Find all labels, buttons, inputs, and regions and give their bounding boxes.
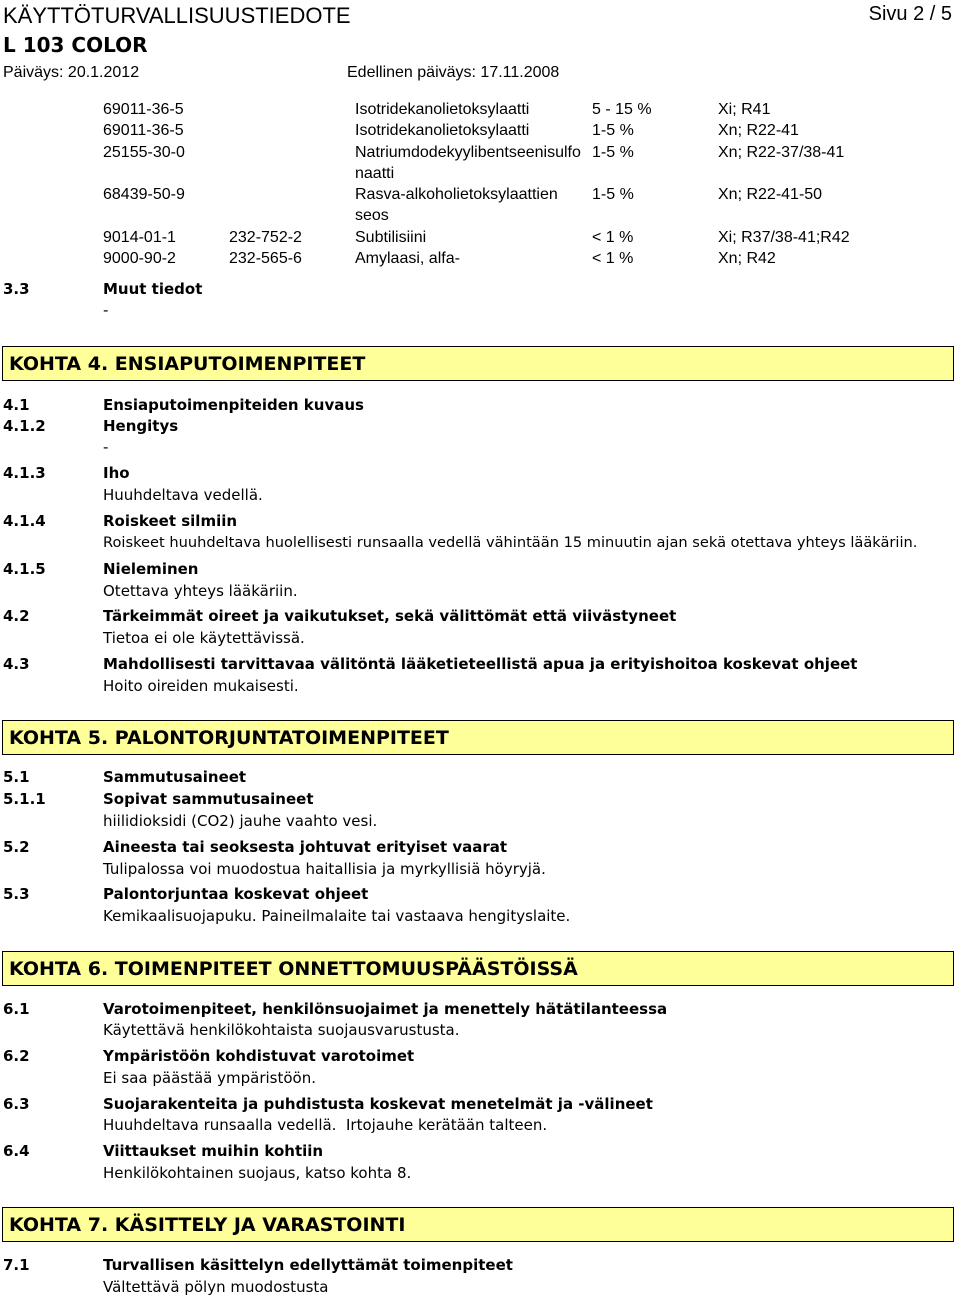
classification: Xn; R22-41-50 [718,186,823,203]
subsection-text: Otettava yhteys lääkäriin. [103,582,298,600]
subsection-number: 3.3 [3,280,30,298]
cas-number: 69011-36-5 [103,101,184,118]
cas-number: 9014-01-1 [103,229,176,246]
concentration: 1-5 % [592,144,634,161]
subsection-text: Ei saa päästää ympäristöön. [103,1069,316,1087]
ec-number: 232-565-6 [229,250,302,267]
subsection-text: Kemikaalisuojapuku. Paineilmalaite tai vastaava hengityslaite. [103,907,571,925]
section-heading-5 [2,720,954,755]
subsection-number: 4.3 [3,655,30,673]
subsection-text: - [103,301,109,319]
subsection-title: Roiskeet silmiin [103,512,238,530]
concentration: 1-5 % [592,186,634,203]
subsection-number: 6.1 [3,1000,30,1018]
component-name: Isotridekanolietoksylaatti [355,122,530,139]
cas-number: 9000-90-2 [103,250,176,267]
ec-number: 232-752-2 [229,229,302,246]
subsection-number: 4.1.3 [3,464,46,482]
subsection-title: Palontorjuntaa koskevat ohjeet [103,885,369,903]
component-name-continued: naatti [355,165,395,182]
subsection-title: Sammutusaineet [103,768,247,786]
subsection-text: Tulipalossa voi muodostua haitallisia ja myrkyllisiä höyryjä. [103,860,546,878]
component-name-continued: seos [355,207,389,224]
subsection-title: Hengitys [103,417,179,435]
classification: Xi; R37/38-41;R42 [718,229,850,246]
subsection-text: Huuhdeltava vedellä. [103,486,263,504]
subsection-text: Huuhdeltava runsaalla vedellä. Irtojauhe kerätään talteen. [103,1116,548,1134]
component-name: Amylaasi, alfa- [355,250,460,267]
concentration: 1-5 % [592,122,634,139]
subsection-number: 4.1.5 [3,560,46,578]
subsection-text: Tietoa ei ole käytettävissä. [103,629,305,647]
page-number: Sivu 2 / 5 [868,3,952,25]
classification: Xn; R42 [718,250,776,267]
previous-date: Edellinen päiväys: 17.11.2008 [347,64,560,81]
subsection-number: 4.1 [3,396,30,414]
section-heading-7 [2,1207,954,1242]
subsection-number: 5.2 [3,838,30,856]
subsection-number: 5.1 [3,768,30,786]
subsection-title: Turvallisen käsittelyn edellyttämät toimenpiteet [103,1256,513,1274]
issue-date: Päiväys: 20.1.2012 [3,64,140,81]
product-name: L 103 COLOR [3,33,148,57]
subsection-text: Henkilökohtainen suojaus, katso kohta 8. [103,1164,412,1182]
subsection-title: Varotoimenpiteet, henkilönsuojaimet ja menettely hätätilanteessa [103,1000,668,1018]
subsection-title: Ympäristöön kohdistuvat varotoimet [103,1047,415,1065]
classification: Xn; R22-37/38-41 [718,144,845,161]
cas-number: 69011-36-5 [103,122,184,139]
subsection-title: Tärkeimmät oireet ja vaikutukset, sekä välittömät että viivästyneet [103,607,677,625]
section-heading-4 [2,346,954,381]
subsection-title: Sopivat sammutusaineet [103,790,314,808]
section-heading-6 [2,951,954,986]
subsection-title: Viittaukset muihin kohtiin [103,1142,324,1160]
classification: Xi; R41 [718,101,771,118]
component-name: Isotridekanolietoksylaatti [355,101,530,118]
subsection-text: - [103,438,109,456]
document-title: KÄYTTÖTURVALLISUUSTIEDOTE [3,3,351,28]
subsection-text: Hoito oireiden mukaisesti. [103,677,299,695]
section-title: KOHTA 6. TOIMENPITEET ONNETTOMUUSPÄÄSTÖISSÄ [9,958,578,980]
subsection-title: Nieleminen [103,560,199,578]
subsection-number: 5.3 [3,885,30,903]
subsection-text: Vältettävä pölyn muodostusta [103,1278,329,1296]
subsection-number: 7.1 [3,1256,30,1274]
subsection-number: 5.1.1 [3,790,46,808]
subsection-title: Suojarakenteita ja puhdistusta koskevat menetelmät ja -välineet [103,1095,653,1113]
cas-number: 25155-30-0 [103,144,185,161]
subsection-text: Käytettävä henkilökohtaista suojausvarustusta. [103,1021,460,1039]
subsection-title: Aineesta tai seoksesta johtuvat erityiset vaarat [103,838,508,856]
subsection-title: Iho [103,464,130,482]
subsection-number: 6.3 [3,1095,30,1113]
subsection-number: 4.1.2 [3,417,46,435]
cas-number: 68439-50-9 [103,186,185,203]
subsection-number: 6.4 [3,1142,30,1160]
component-name: Subtilisiini [355,229,427,246]
subsection-text: hiilidioksidi (CO2) jauhe vaahto vesi. [103,812,378,830]
component-name: Rasva-alkoholietoksylaattien [355,186,558,203]
classification: Xn; R22-41 [718,122,799,139]
subsection-title: Ensiaputoimenpiteiden kuvaus [103,396,364,414]
section-title: KOHTA 4. ENSIAPUTOIMENPITEET [9,353,366,375]
concentration: < 1 % [592,250,634,267]
section-title: KOHTA 5. PALONTORJUNTATOIMENPITEET [9,727,449,749]
subsection-title: Mahdollisesti tarvittavaa välitöntä lääketieteellistä apua ja erityishoitoa koskevat ohjeet [103,655,858,673]
concentration: < 1 % [592,229,634,246]
subsection-title: Muut tiedot [103,280,203,298]
component-name: Natriumdodekyylibentseenisulfo [355,144,581,161]
subsection-number: 4.2 [3,607,30,625]
subsection-number: 4.1.4 [3,512,46,530]
concentration: 5 - 15 % [592,101,652,118]
subsection-number: 6.2 [3,1047,30,1065]
section-title: KOHTA 7. KÄSITTELY JA VARASTOINTI [9,1214,406,1236]
subsection-text: Roiskeet huuhdeltava huolellisesti runsaalla vedellä vähintään 15 minuutin ajan sekä otettava yhteys lääkäriin. [103,534,918,551]
